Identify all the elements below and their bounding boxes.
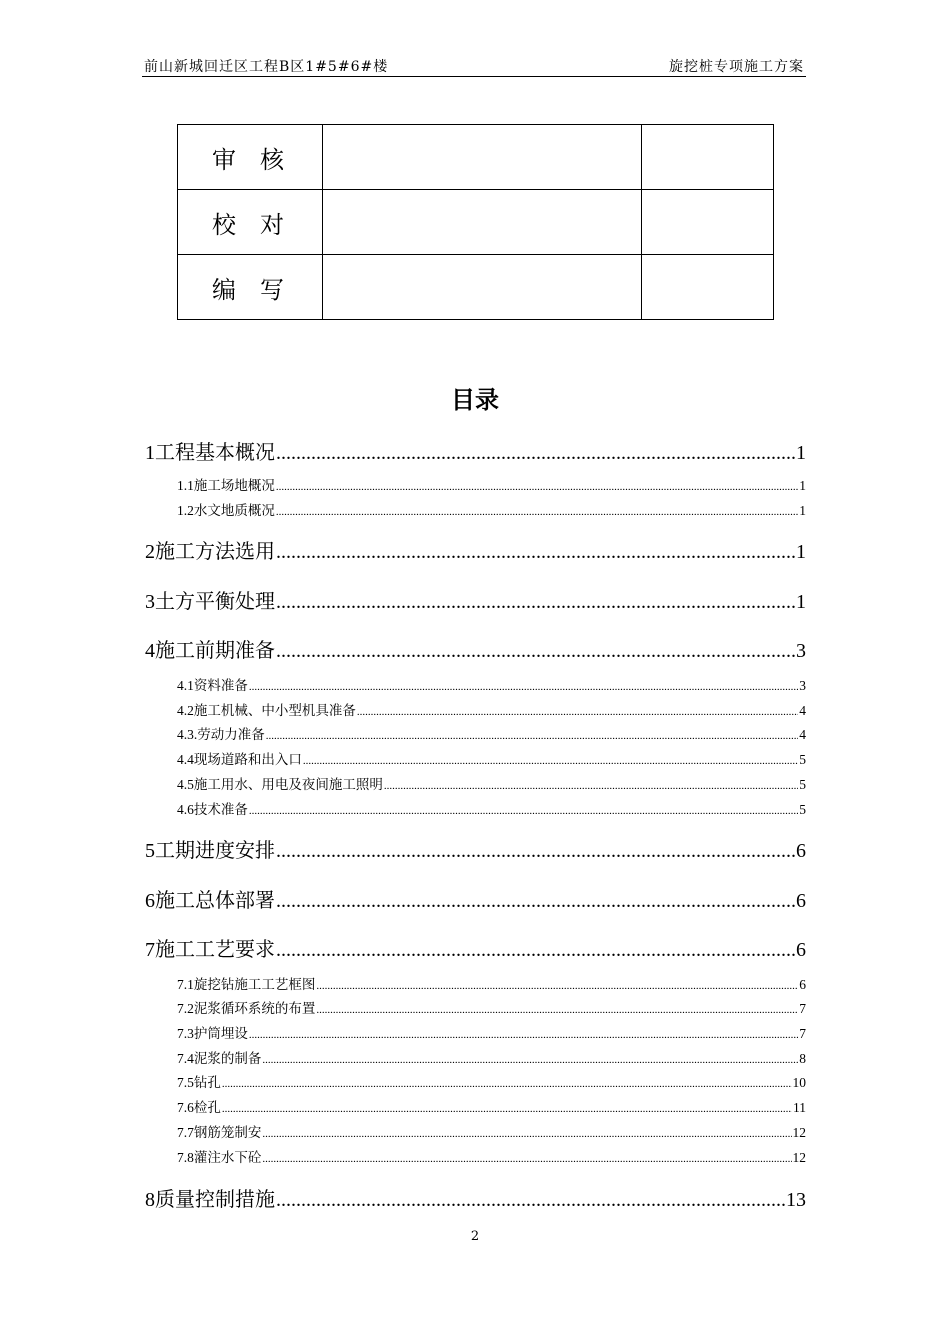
toc-entry[interactable]	[177, 1047, 806, 1067]
toc-entry-title: 7.6检孔	[177, 1100, 221, 1115]
toc-entry-title: 7.8灌注水下砼	[177, 1150, 262, 1165]
toc-entry-title: 4.2施工机械、中小型机具准备	[177, 703, 356, 718]
toc-leader-dots	[276, 840, 795, 863]
toc-entry-title: 1工程基本概况	[145, 442, 275, 464]
toc-entry-page: 3	[799, 678, 806, 693]
toc-leader-dots	[262, 1054, 798, 1066]
toc-entry[interactable]	[177, 1071, 806, 1091]
toc-entry-page: 5	[799, 777, 806, 792]
toc-entry[interactable]	[177, 997, 806, 1017]
header-project-name: 前山新城回迁区工程B区1#5#6#楼	[144, 59, 389, 75]
header-document-title: 旋挖桩专项施工方案	[669, 59, 804, 75]
toc-entry[interactable]	[177, 773, 806, 793]
toc-entry-page: 6	[796, 890, 806, 912]
toc-entry[interactable]	[145, 834, 806, 863]
toc-leader-dots	[316, 1004, 798, 1016]
toc-entry-page: 1	[796, 541, 806, 563]
toc-entry[interactable]	[145, 1183, 806, 1212]
row-label-review: 审 核	[178, 125, 323, 190]
toc-entry-page: 1	[799, 503, 806, 518]
toc-leader-dots	[276, 640, 795, 663]
toc-entry-page: 10	[792, 1075, 806, 1090]
toc-entry-title: 7.2泥浆循环系统的布置	[177, 1001, 316, 1016]
toc-entry[interactable]	[177, 1146, 806, 1166]
toc-entry-title: 1.2水文地质概况	[177, 503, 275, 518]
toc-entry[interactable]	[145, 634, 806, 663]
toc-entry-page: 1	[799, 478, 806, 493]
toc-entry-page: 6	[796, 939, 806, 961]
toc-leader-dots	[276, 939, 795, 962]
toc-entry-title: 5工期进度安排	[145, 840, 275, 862]
toc-entry-title: 1.1施工场地概况	[177, 478, 275, 493]
toc-entry[interactable]	[177, 1096, 806, 1116]
toc-entry[interactable]	[145, 884, 806, 913]
toc-entry[interactable]	[177, 748, 806, 768]
toc-entry[interactable]	[145, 933, 806, 962]
toc-leader-dots	[357, 706, 798, 718]
toc-entry-page: 7	[799, 1001, 806, 1016]
toc-entry-title: 7.4泥浆的制备	[177, 1051, 262, 1066]
toc-entry-title: 7.5钻孔	[177, 1075, 221, 1090]
toc-leader-dots	[276, 890, 795, 913]
toc-entry-title: 4.1资料准备	[177, 678, 248, 693]
toc-entry-page: 3	[796, 640, 806, 662]
toc-entry-title: 4.5施工用水、用电及夜间施工照明	[177, 777, 383, 792]
toc-leader-dots	[276, 442, 795, 465]
toc-entry-page: 11	[793, 1100, 806, 1115]
toc-entry-page: 12	[792, 1125, 806, 1140]
toc-entry-title: 4施工前期准备	[145, 640, 275, 662]
toc-leader-dots	[276, 541, 795, 564]
toc-entry-page: 5	[799, 752, 806, 767]
toc-entry-title: 7施工工艺要求	[145, 939, 275, 961]
toc-leader-dots	[249, 681, 798, 693]
toc-leader-dots	[276, 481, 798, 493]
toc-leader-dots	[249, 1029, 798, 1041]
toc-entry[interactable]	[177, 973, 806, 993]
toc-entry-page: 5	[799, 802, 806, 817]
toc-entry-title: 4.3.劳动力准备	[177, 727, 265, 742]
toc-entry-title: 7.1旋挖钻施工工艺框图	[177, 977, 316, 992]
toc-entry-title: 4.4现场道路和出入口	[177, 752, 302, 767]
row-label-author: 编 写	[178, 255, 323, 320]
page-number: 2	[470, 1229, 480, 1244]
toc-entry[interactable]	[177, 1121, 806, 1141]
toc-leader-dots	[303, 755, 798, 767]
row-label-proofread: 校 对	[178, 190, 323, 255]
toc-entry-title: 7.7钢筋笼制安	[177, 1125, 262, 1140]
toc-leader-dots	[276, 506, 798, 518]
toc-leader-dots	[276, 1189, 785, 1212]
toc-entry[interactable]	[177, 499, 806, 519]
toc-entry[interactable]	[177, 474, 806, 494]
toc-leader-dots	[222, 1078, 792, 1090]
toc-title: 目录	[451, 386, 499, 414]
toc-leader-dots	[249, 805, 798, 817]
toc-entry[interactable]	[177, 674, 806, 694]
toc-entry[interactable]	[177, 723, 806, 743]
toc-entry-title: 7.3护筒埋设	[177, 1026, 248, 1041]
toc-entry-page: 6	[799, 977, 806, 992]
toc-leader-dots	[222, 1103, 792, 1115]
toc-leader-dots	[316, 980, 798, 992]
toc-entry-page: 13	[786, 1189, 806, 1211]
toc-entry[interactable]	[145, 585, 806, 614]
toc-entry-page: 1	[796, 591, 806, 613]
toc-leader-dots	[262, 1128, 791, 1140]
toc-leader-dots	[262, 1153, 791, 1165]
toc-entry-title: 6施工总体部署	[145, 890, 275, 912]
toc-entry[interactable]	[177, 798, 806, 818]
toc-entry-title: 8质量控制措施	[145, 1189, 275, 1211]
toc-entry-page: 12	[792, 1150, 806, 1165]
toc-entry[interactable]	[145, 436, 806, 465]
toc-entry-title: 2施工方法选用	[145, 541, 275, 563]
toc-entry[interactable]	[177, 699, 806, 719]
toc-entry-page: 4	[799, 727, 806, 742]
toc-entry-page: 7	[799, 1026, 806, 1041]
toc-leader-dots	[384, 780, 798, 792]
toc-entry[interactable]	[145, 535, 806, 564]
toc-entry-page: 1	[796, 442, 806, 464]
toc-entry-page: 8	[799, 1051, 806, 1066]
toc-entry-page: 6	[796, 840, 806, 862]
toc-leader-dots	[266, 730, 799, 742]
toc-entry-page: 4	[799, 703, 806, 718]
toc-entry[interactable]	[177, 1022, 806, 1042]
toc-entry-title: 3土方平衡处理	[145, 591, 275, 613]
toc-leader-dots	[276, 591, 795, 614]
toc-entry-title: 4.6技术准备	[177, 802, 248, 817]
